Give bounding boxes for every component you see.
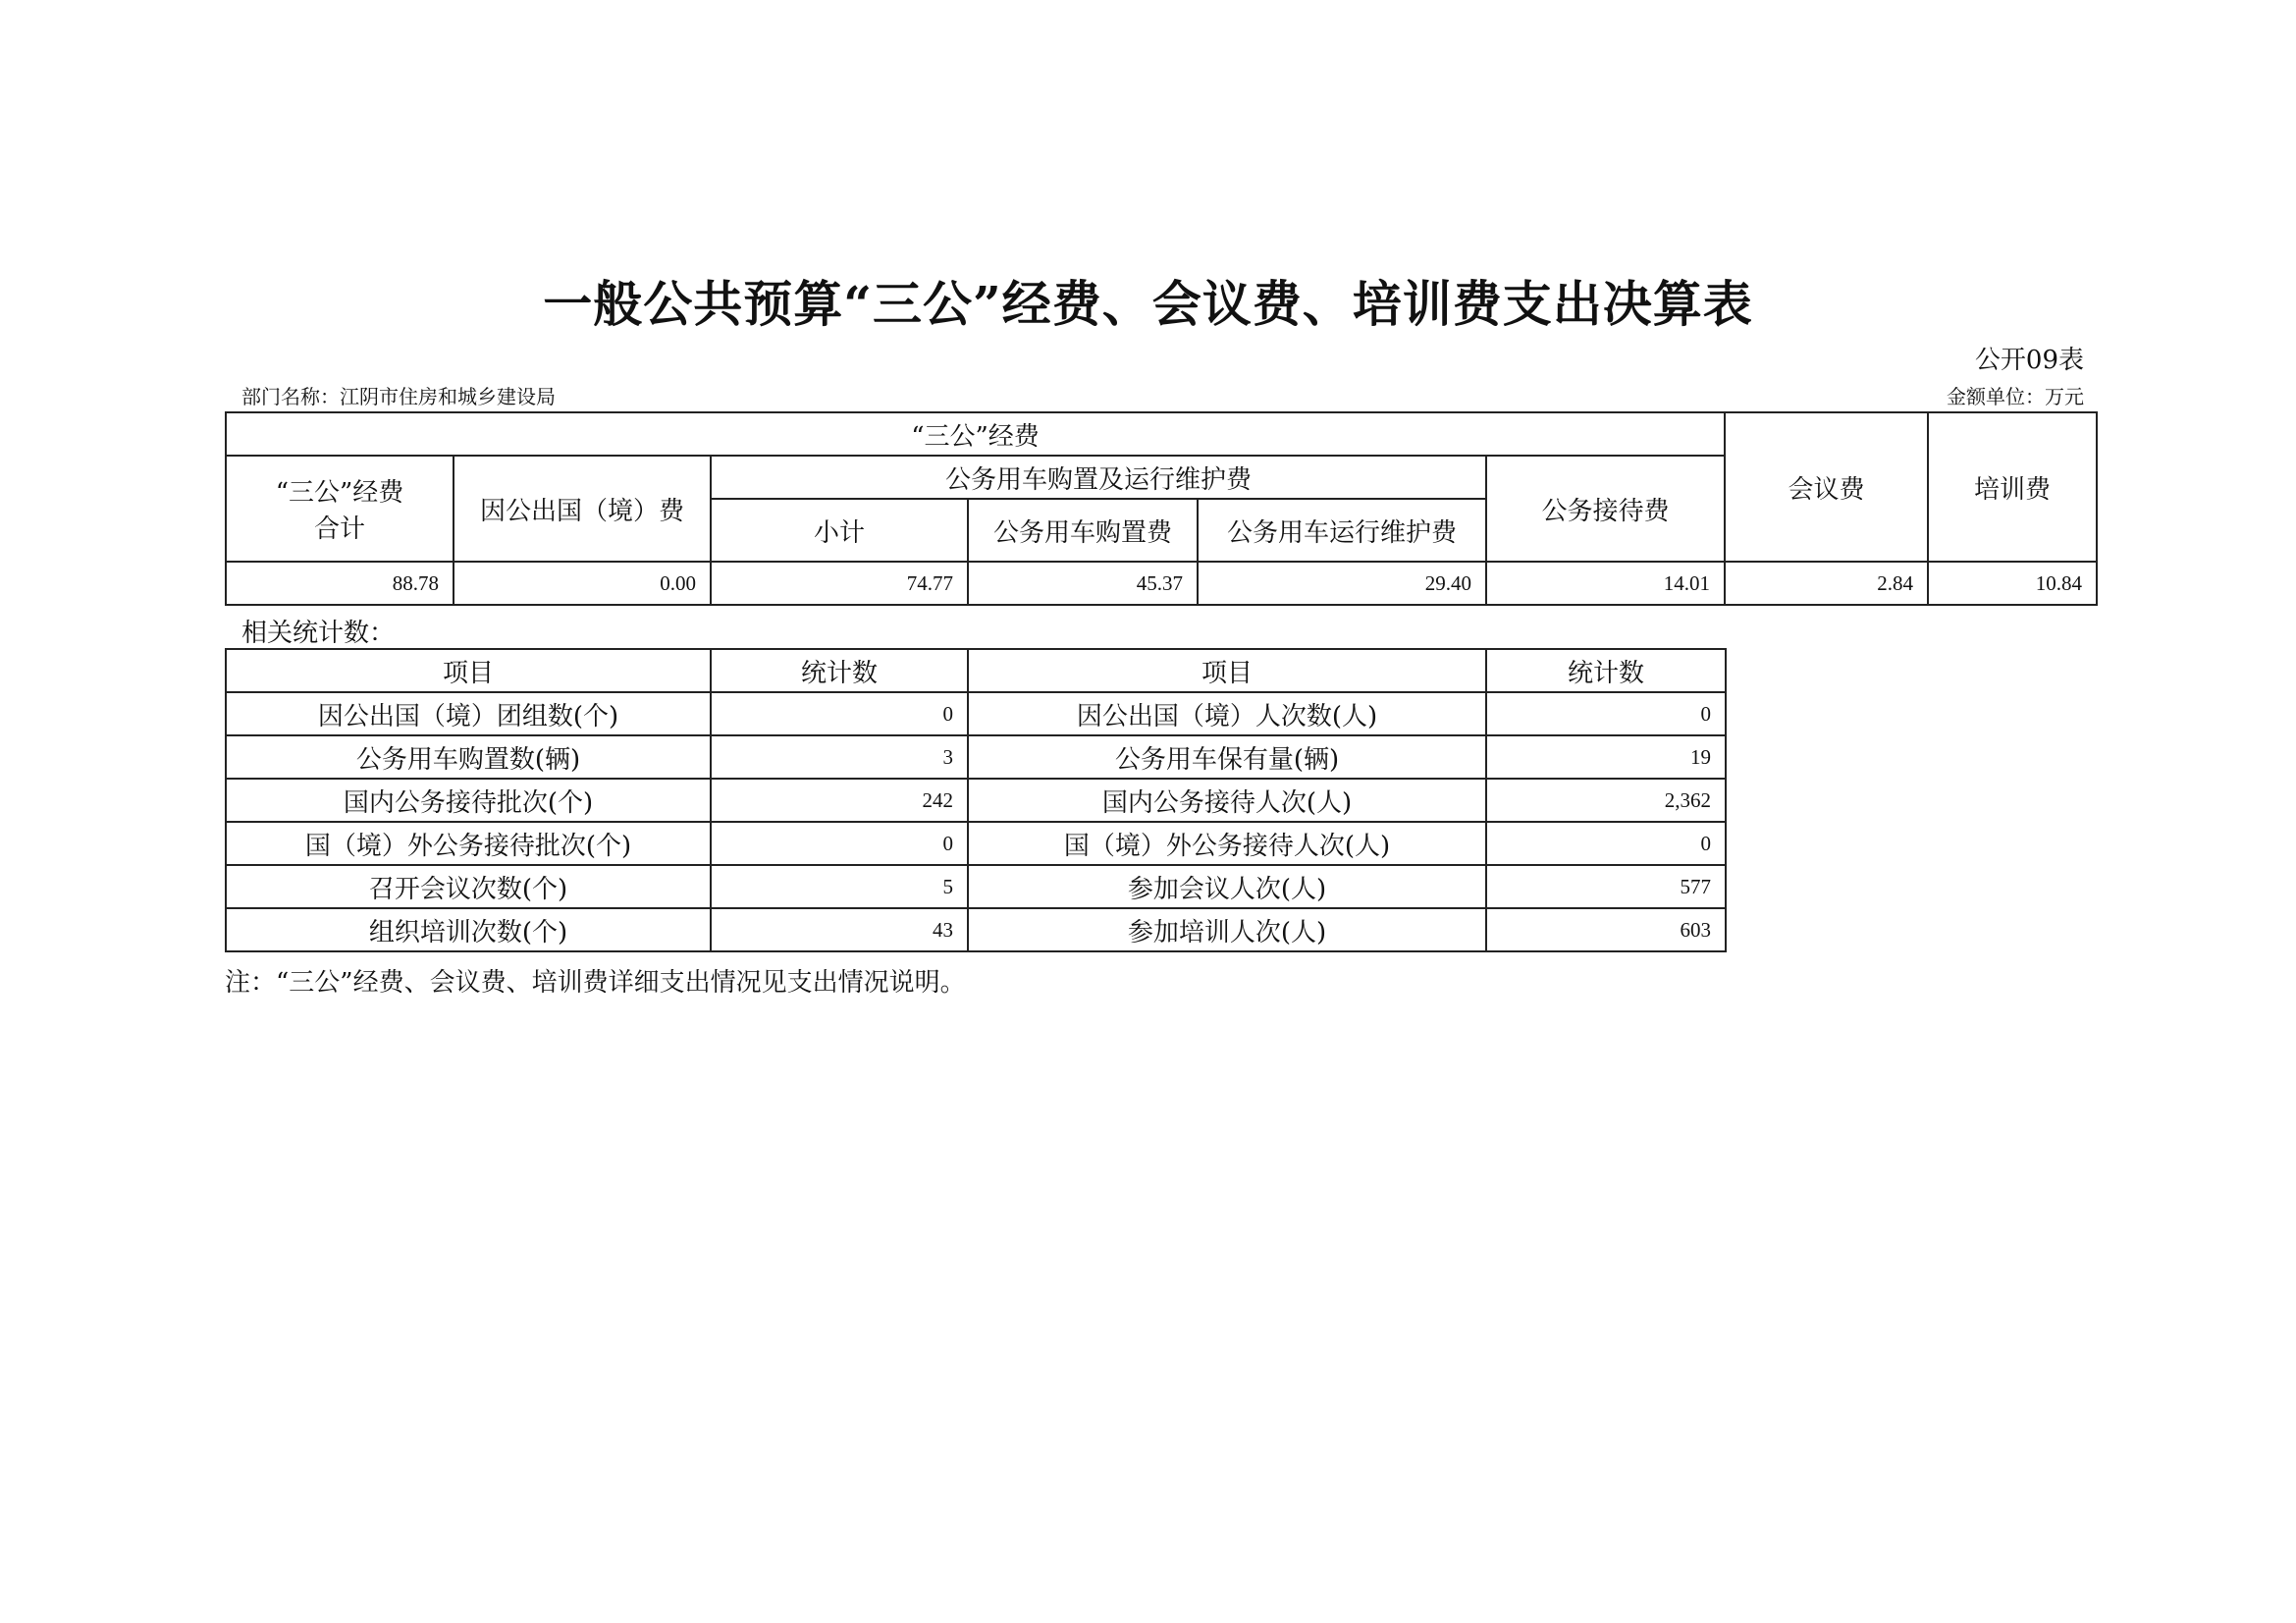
stats-item: 参加会议人次(人)	[968, 865, 1486, 908]
footnote: 注：“三公”经费、会议费、培训费详细支出情况见支出情况说明。	[225, 968, 966, 998]
table-row	[226, 735, 1726, 779]
stats-count: 2,362	[1486, 779, 1726, 822]
value-meeting: 2.84	[1725, 562, 1928, 605]
value-vehicle-maintain: 29.40	[1198, 562, 1486, 605]
stats-item: 参加培训人次(人)	[968, 908, 1486, 951]
stats-item: 因公出国（境）团组数(个)	[226, 692, 711, 735]
stats-header-row	[226, 649, 1726, 692]
stats-label: 相关统计数：	[241, 619, 396, 648]
value-abroad: 0.00	[454, 562, 711, 605]
header-total-line1: “三公”经费	[275, 478, 404, 508]
stats-count: 43	[711, 908, 968, 951]
form-number: 公开09表	[1974, 346, 2084, 375]
stats-count: 5	[711, 865, 968, 908]
header-subtotal: 小计	[711, 499, 968, 562]
header-vehicle: 公务用车购置及运行维护费	[711, 456, 1486, 499]
value-vehicle-purchase: 45.37	[968, 562, 1198, 605]
table-row	[226, 562, 2097, 605]
table-row	[226, 692, 1726, 735]
stats-col-count: 统计数	[1486, 649, 1726, 692]
table-row	[226, 908, 1726, 951]
header-total-line2: 合计	[313, 514, 365, 544]
page-title: 一般公共预算“三公”经费、会议费、培训费支出决算表	[543, 275, 1753, 333]
header-meeting: 会议费	[1725, 412, 1928, 562]
stats-col-count: 统计数	[711, 649, 968, 692]
header-vehicle-maintain: 公务用车运行维护费	[1198, 499, 1486, 562]
stats-count: 19	[1486, 735, 1726, 779]
table-row	[226, 822, 1726, 865]
stats-count: 3	[711, 735, 968, 779]
stats-count: 242	[711, 779, 968, 822]
stats-item: 国内公务接待批次(个)	[226, 779, 711, 822]
value-total: 88.78	[226, 562, 454, 605]
value-reception: 14.01	[1486, 562, 1725, 605]
stats-col-item: 项目	[968, 649, 1486, 692]
header-abroad: 因公出国（境）费	[454, 456, 711, 562]
stats-count: 0	[711, 822, 968, 865]
stats-count: 603	[1486, 908, 1726, 951]
stats-col-item: 项目	[226, 649, 711, 692]
stats-item: 召开会议次数(个)	[226, 865, 711, 908]
stats-item: 公务用车购置数(辆)	[226, 735, 711, 779]
amount-unit: 金额单位：万元	[1947, 385, 2084, 408]
header-total	[226, 456, 454, 562]
stats-item: 国（境）外公务接待人次(人)	[968, 822, 1486, 865]
value-training: 10.84	[1928, 562, 2097, 605]
stats-table	[225, 648, 1727, 952]
expense-table	[225, 411, 2098, 606]
value-subtotal: 74.77	[711, 562, 968, 605]
header-reception: 公务接待费	[1486, 456, 1725, 562]
table-row	[226, 865, 1726, 908]
stats-count: 0	[1486, 692, 1726, 735]
stats-item: 组织培训次数(个)	[226, 908, 711, 951]
stats-count: 577	[1486, 865, 1726, 908]
header-sangong: “三公”经费	[226, 412, 1725, 456]
stats-item: 国内公务接待人次(人)	[968, 779, 1486, 822]
table-row	[226, 779, 1726, 822]
stats-count: 0	[711, 692, 968, 735]
stats-item: 因公出国（境）人次数(人)	[968, 692, 1486, 735]
stats-count: 0	[1486, 822, 1726, 865]
stats-item: 公务用车保有量(辆)	[968, 735, 1486, 779]
stats-item: 国（境）外公务接待批次(个)	[226, 822, 711, 865]
header-training: 培训费	[1928, 412, 2097, 562]
header-vehicle-purchase: 公务用车购置费	[968, 499, 1198, 562]
department-name: 部门名称：江阴市住房和城乡建设局	[241, 385, 556, 408]
